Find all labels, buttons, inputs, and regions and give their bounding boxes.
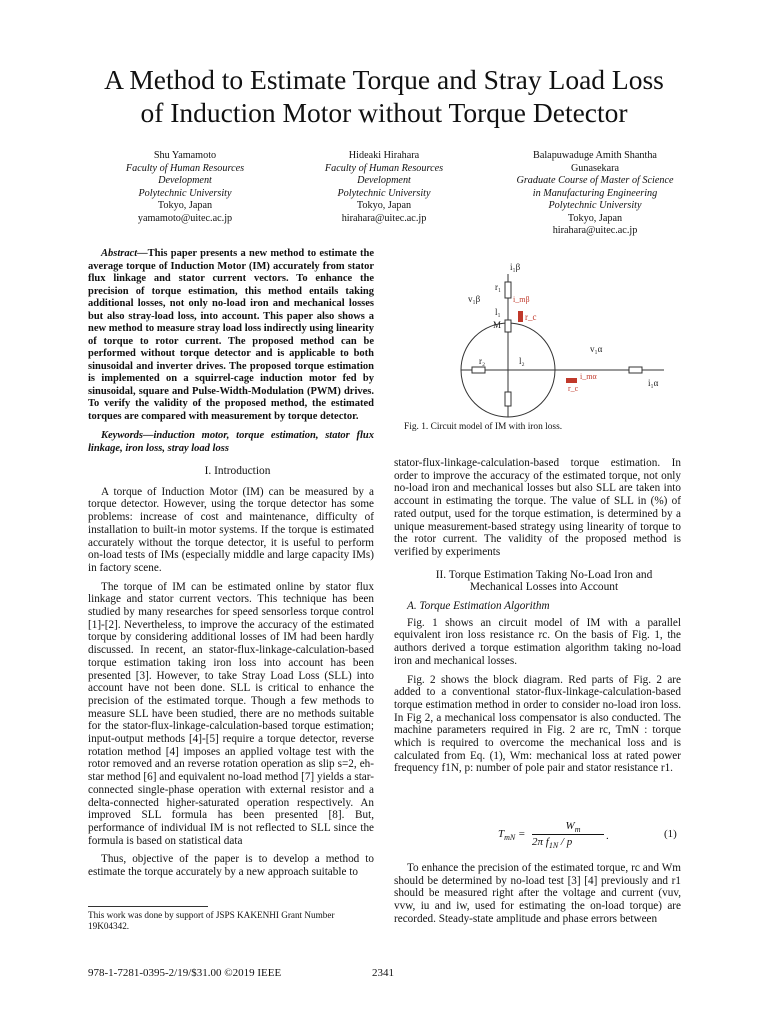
page-number: 2341 xyxy=(372,967,394,979)
label-M: M xyxy=(493,320,502,330)
paper-title-line-1: A Method to Estimate Torque and Stray Load Loss xyxy=(104,64,664,95)
label-v1b: v₁β xyxy=(468,294,481,304)
section-2-paragraph-2: Fig. 2 shows the block diagram. Red parts of Fig. 2 are added to a conventional stator-flux-linkage-calculation-based torque estimation method in order to consider no-load iron loss. In Fig 2, a mechanical loss compensator is also conducted. The machine parameters required in Fig. 2 are rc, TmN : torque which is required to overcome the mechanical loss and is calculated from Eq. (1), Wm: mechanical loss at rated power frequency f1N, p: number of pole pair and stator resistance r1. xyxy=(394,673,681,775)
right-paragraph-continued: stator-flux-linkage-calculation-based torque estimation. In order to improve the accuracy of the estimated torque, not only no-load iron and mechanical losses but also SLL are taken into account in estimating the torque. The value of SLL in (%) of rated output, used for the torque estimation, is determined by a unique measurement-based strategy using linearity of torque to the rotor current. The validity of the proposed method is verified by experiments xyxy=(394,457,681,558)
label-i1b: i₁β xyxy=(510,262,521,272)
figure-1-circuit xyxy=(450,252,682,422)
label-l1: l₁ xyxy=(495,307,501,317)
footnote-rule xyxy=(88,906,208,907)
section-2-heading-line-2: Mechanical Losses into Account xyxy=(469,581,619,594)
label-v1a: v₁α xyxy=(590,344,603,354)
keywords: Keywords—induction motor, torque estimation, stator flux linkage, iron loss, stray load loss xyxy=(88,430,374,454)
label-i1a: i₁α xyxy=(648,378,659,388)
author-1: Shu Yamamoto Faculty of Human Resources Development Polytechnic University Tokyo, Japan yamamoto@uitec.ac.jp xyxy=(110,150,260,225)
figure-1-caption: Fig. 1. Circuit model of IM with iron loss. xyxy=(404,422,563,432)
section-2-paragraph-1: Fig. 1 shows an circuit model of IM with a parallel equivalent iron loss resistance rc. On the basis of Fig. 1, the authors derived a torque estimation algorithm taking no-load iron and mechanical losses. xyxy=(394,616,681,667)
label-r2: r₂ xyxy=(479,356,486,366)
author-2: Hideaki Hirahara Faculty of Human Resources Development Polytechnic University Tokyo, Japan hirahara@uitec.ac.jp xyxy=(309,150,459,225)
intro-paragraph-2: The torque of IM can be estimated online by stator flux linkage and stator current vectors. This technique has been studied by many researches for speed sensorless torque control [1]-[2]. Nevertheless, to improve the accuracy of the estimated torque by considering additional losses of IM had been hardly discussed. In recent, an stator-flux-linkage-calculation-based torque estimation taking iron loss into account has been presented [3]. However, to take Stray Load Loss (SLL) into account have not been done. SLL is critical to enhance the precision of the estimated torque. Though a few methods to measure SLL have been studied, there are no methods suitable for the stator-flux-linkage-calculation-based torque estimation; input-output methods [4]-[5] require a torque detector, reverse rotation method [4] imposes an applied voltage test with the rotor removed and an reverse rotation operation as slip s=2, eh-star method [6] and equivalent no-load method [7] yields a star-connected single-phase operation with external resistor and a delta-connected higher-saturated operation respectively. An improved SLL formula has been presented [8]. But, performance of individual IM is not reflected to SLL since the formula is based on statistical data xyxy=(88,580,374,847)
paper-title-line-2: of Induction Motor without Torque Detector xyxy=(140,97,628,128)
label-imb: i_mβ xyxy=(513,295,530,304)
equation-1-number: (1) xyxy=(664,828,677,840)
label-l2: l₂ xyxy=(519,356,525,366)
section-2-paragraph-3: To enhance the precision of the estimated torque, rc and Wm should be determined by no-load test [3] [4] previously and r1 should be measured right after the voltage and current (vuv, vvw, iu and iw, used for estimating the on-load torque) are recorded. Steady-state amplitude and phase errors between xyxy=(394,862,681,925)
label-ima: i_mα xyxy=(580,372,597,381)
author-name: Hideaki Hirahara xyxy=(348,150,420,161)
label-rc-2: r_c xyxy=(568,384,579,393)
section-1-heading: I. Introduction xyxy=(204,465,271,477)
right-column xyxy=(394,457,681,775)
section-2-heading-line-1: II. Torque Estimation Taking No-Load Iron and xyxy=(435,568,653,581)
left-column xyxy=(88,248,374,879)
label-rc: r_c xyxy=(525,312,537,322)
intro-paragraph-3: Thus, objective of the paper is to develop a method to estimate the torque accurately by a new approach suitable to xyxy=(88,853,374,879)
subsection-a-heading: A. Torque Estimation Algorithm xyxy=(407,600,550,613)
author-email: hirahara@uitec.ac.jp xyxy=(341,212,427,224)
right-column-lower xyxy=(394,862,681,926)
footnote: This work was done by support of JSPS KAKENHI Grant Number 19K04342. xyxy=(88,910,335,931)
abstract: Abstract—This paper presents a new method to estimate the average torque of Induction Motor (IM) accurately from stator flux linkage and stator current vectors. To enhance the precision of torque estimation, this method entails taking additional losses, not only no-load iron and mechanical losses but also stray-load loss, into account. This paper also shows a new method to measure stray load loss indirectly using linearity of torque to rotor current. The proposed method can be performed without torque detector and is applicable to both sinusoidal and inverter drives. The proposed torque estimation is implemented on a squirrel-cage induction motor fed by sinusoidal, square and Pulse-Width-Modulation (PWM) drives. To verify the validity of the proposed method, the estimated torques are compared with measurement by torque detector. xyxy=(88,248,374,422)
author-3: Balapuwaduge Amith Shantha Gunasekara Graduate Course of Master of Science in Manufacturing Engineering Polytechnic University Tokyo, Japan hirahara@uitec.ac.jp xyxy=(505,150,685,238)
author-email: hirahara@uitec.ac.jp xyxy=(552,225,638,236)
intro-paragraph-1: A torque of Induction Motor (IM) can be measured by a torque detector. However, using the torque detector has some problems: increase of cost and maintenance, difficulty of installation to built-in motor systems. If the torque is estimated accurately without the torque detector, it is useful to perform on-load tests of IMs (especially middle and large capacity IMs) in factory scene. xyxy=(88,485,374,574)
label-r1: r₁ xyxy=(495,282,502,292)
author-name: Shu Yamamoto xyxy=(153,150,217,161)
author-name: Balapuwaduge Amith Shantha xyxy=(533,150,657,161)
author-email: yamamoto@uitec.ac.jp xyxy=(137,212,233,224)
isbn-footer: 978-1-7281-0395-2/19/$31.00 ©2019 IEEE xyxy=(88,967,282,979)
